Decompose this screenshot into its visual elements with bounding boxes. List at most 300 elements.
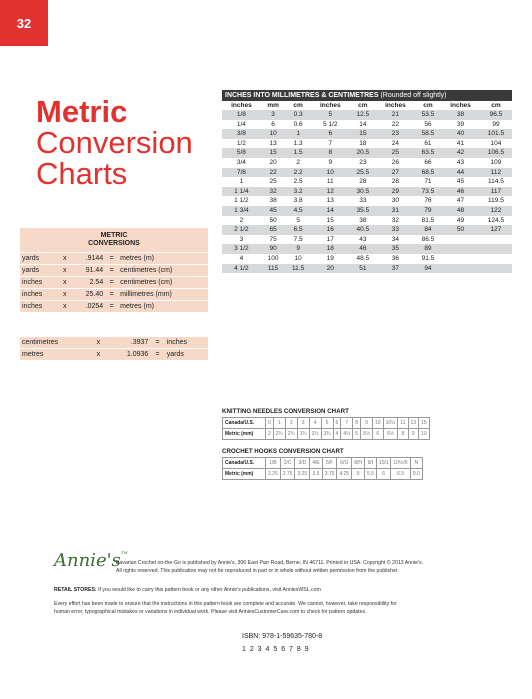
- conversion-cell: =: [105, 300, 118, 312]
- table-cell: 21: [376, 110, 415, 120]
- table-caption: INCHES INTO MILLIMETRES & CENTIMETRES (Rounded off slightly): [222, 90, 512, 101]
- table-cell: 1 3/4: [222, 206, 261, 216]
- knitting-us-cell: 10: [373, 418, 384, 429]
- table-cell: 42: [441, 148, 480, 158]
- crochet-us-cell: 10½/K: [391, 458, 410, 469]
- table-cell: 7/8: [222, 168, 261, 178]
- table-cell: 25.5: [350, 168, 376, 178]
- table-cell: 3 1/2: [222, 244, 261, 254]
- table-cell: 39: [441, 120, 480, 130]
- table-cell: 63.5: [415, 148, 441, 158]
- table-cell: 119.5: [480, 196, 512, 206]
- table-cell: 25: [261, 177, 286, 187]
- conversion-cell: inches: [20, 288, 59, 300]
- table-cell: 22: [261, 168, 286, 178]
- table-cell: 0.3: [285, 110, 311, 120]
- conversion-cell: .9144: [71, 252, 105, 264]
- barcode-number: 1 2 3 4 5 6 7 8 9: [242, 646, 310, 653]
- metric-conversions-table: [20, 252, 208, 312]
- table-cell: 2: [222, 216, 261, 226]
- conversion-row: [20, 276, 208, 288]
- table-cell: 73.5: [415, 187, 441, 197]
- crochet-hooks-chart: [222, 448, 494, 480]
- table-cell: 20.5: [350, 148, 376, 158]
- knitting-us-cell: 5: [321, 418, 333, 429]
- table-cell: 49: [441, 216, 480, 226]
- table-cell: 15: [311, 216, 350, 226]
- knitting-us-cell: 7: [341, 418, 353, 429]
- conversion-cell: metres (m): [118, 300, 208, 312]
- table-cell: 46: [350, 244, 376, 254]
- knitting-us-cell: 6: [333, 418, 341, 429]
- title-line-1: Metric: [36, 94, 128, 129]
- table-cell: 127: [480, 225, 512, 235]
- table-cell: 26: [376, 158, 415, 168]
- column-header: cm: [480, 101, 512, 110]
- table-cell: 23: [376, 129, 415, 139]
- table-row: [222, 129, 512, 139]
- table-cell: 75: [261, 235, 286, 245]
- table-cell: [480, 235, 512, 245]
- table-cell: 33: [376, 225, 415, 235]
- table-cell: [480, 244, 512, 254]
- knitting-us-cell: 15: [419, 418, 430, 429]
- table-cell: 28: [376, 177, 415, 187]
- table-cell: 32: [376, 216, 415, 226]
- table-cell: 65: [261, 225, 286, 235]
- table-header-row: [222, 101, 512, 110]
- table-cell: 124.5: [480, 216, 512, 226]
- crochet-metric-cell: 3.75: [322, 469, 337, 480]
- knitting-metric-cell: 2: [266, 429, 274, 440]
- table-cell: 44: [441, 168, 480, 178]
- crochet-metric-row: [223, 469, 423, 480]
- knitting-metric-cell: 9: [408, 429, 419, 440]
- table-cell: 50: [441, 225, 480, 235]
- crochet-us-cell: 8/H: [352, 458, 365, 469]
- table-cell: 40: [441, 129, 480, 139]
- table-cell: 5 1/2: [311, 120, 350, 130]
- table-cell: 22: [376, 120, 415, 130]
- column-header: cm: [415, 101, 441, 110]
- table-cell: 3: [222, 235, 261, 245]
- conversion-cell: centimetres (cm): [118, 264, 208, 276]
- table-cell: 43: [350, 235, 376, 245]
- table-cell: 38: [261, 196, 286, 206]
- knitting-us-cell: 1: [273, 418, 285, 429]
- crochet-us-label: Canada/U.S.: [223, 458, 266, 469]
- table-cell: 7: [311, 139, 350, 149]
- crochet-metric-cell: 3.5: [310, 469, 323, 480]
- table-cell: 45: [261, 206, 286, 216]
- conversion-cell: =: [105, 252, 118, 264]
- table-cell: 91.5: [415, 254, 441, 264]
- table-cell: 3: [261, 110, 286, 120]
- page-number: 32: [0, 0, 48, 46]
- table-cell: 43: [441, 158, 480, 168]
- table-cell: 41: [441, 139, 480, 149]
- table-cell: [480, 254, 512, 264]
- table-cell: 35: [376, 244, 415, 254]
- knitting-metric-cell: 5: [353, 429, 361, 440]
- conversion-row: [20, 300, 208, 312]
- table-row: [222, 158, 512, 168]
- table-cell: 99: [480, 120, 512, 130]
- table-cell: 86.5: [415, 235, 441, 245]
- table-cell: [480, 264, 512, 274]
- reverse-conversion-cell: centimetres: [20, 337, 92, 349]
- reverse-conversion-cell: metres: [20, 349, 92, 361]
- table-cell: 58.5: [415, 129, 441, 139]
- knitting-metric-cell: 3¼: [297, 429, 309, 440]
- conversion-row: [20, 264, 208, 276]
- knitting-needles-chart: [222, 408, 494, 440]
- table-row: [222, 235, 512, 245]
- table-row: [222, 254, 512, 264]
- table-cell: 94: [415, 264, 441, 274]
- table-cell: 15: [350, 129, 376, 139]
- conversion-cell: x: [59, 264, 71, 276]
- conversion-cell: =: [105, 276, 118, 288]
- table-cell: 7.5: [285, 235, 311, 245]
- conversion-cell: 91.44: [71, 264, 105, 276]
- crochet-us-cell: 2/C: [280, 458, 295, 469]
- knitting-us-cell: 3: [297, 418, 309, 429]
- table-cell: 1/8: [222, 110, 261, 120]
- reverse-conversions-table: [20, 336, 208, 360]
- table-cell: 15: [261, 148, 286, 158]
- accuracy-disclaimer: Every effort has been made to ensure that the instructions in this pattern book are complete and accurate. We cannot, however, take responsibility for human error, typographical mistakes or variations in individual work. Please visit AnniesCustomerCare.com to check for pattern updates.: [54, 601, 397, 615]
- table-cell: 3/8: [222, 129, 261, 139]
- reverse-conversion-row: [20, 337, 208, 349]
- reverse-conversion-cell: x: [92, 349, 105, 361]
- table-cell: 47: [441, 196, 480, 206]
- reverse-conversion-cell: =: [150, 349, 164, 361]
- table-cell: 5/8: [222, 148, 261, 158]
- table-cell: 20: [311, 264, 350, 274]
- table-cell: 33: [350, 196, 376, 206]
- knitting-metric-cell: 2¾: [285, 429, 297, 440]
- table-cell: 1: [222, 177, 261, 187]
- column-header: cm: [350, 101, 376, 110]
- table-cell: [441, 244, 480, 254]
- conversion-cell: inches: [20, 276, 59, 288]
- table-cell: 1: [285, 129, 311, 139]
- table-cell: 27: [376, 168, 415, 178]
- table-row: [222, 244, 512, 254]
- table-cell: 3/4: [222, 158, 261, 168]
- table-cell: 38: [441, 110, 480, 120]
- table-cell: 38: [350, 216, 376, 226]
- reverse-conversion-cell: inches: [165, 337, 208, 349]
- annies-logo: Annie's™: [54, 550, 128, 571]
- knitting-us-cell: 8: [353, 418, 361, 429]
- crochet-metric-cell: 6.5: [391, 469, 410, 480]
- isbn: ISBN: 978-1-59635-780-8: [242, 633, 323, 640]
- knitting-us-cell: 4: [309, 418, 321, 429]
- table-cell: 1/4: [222, 120, 261, 130]
- table-cell: 17: [311, 235, 350, 245]
- table-cell: 1.5: [285, 148, 311, 158]
- knitting-metric-row: [223, 429, 430, 440]
- crochet-us-cell: 6/G: [337, 458, 352, 469]
- knitting-us-cell: 11: [398, 418, 408, 429]
- table-cell: 109: [480, 158, 512, 168]
- crochet-us-cell: N: [410, 458, 422, 469]
- table-cell: 10: [311, 168, 350, 178]
- table-cell: 1 1/2: [222, 196, 261, 206]
- conversion-cell: metres (m): [118, 252, 208, 264]
- table-cell: 28: [350, 177, 376, 187]
- table-cell: 9: [285, 244, 311, 254]
- table-cell: 79: [415, 206, 441, 216]
- column-header: inches: [222, 101, 261, 110]
- metric-conversions-heading: METRIC CONVERSIONS: [88, 232, 140, 248]
- table-cell: 114.5: [480, 177, 512, 187]
- table-cell: 90: [261, 244, 286, 254]
- table-cell: 2: [285, 158, 311, 168]
- table-cell: 18: [311, 244, 350, 254]
- table-cell: 3.2: [285, 187, 311, 197]
- table-cell: 6: [311, 129, 350, 139]
- crochet-metric-cell: 6: [376, 469, 390, 480]
- table-cell: 29: [376, 187, 415, 197]
- table-cell: [441, 235, 480, 245]
- table-cell: [441, 264, 480, 274]
- table-cell: 89: [415, 244, 441, 254]
- crochet-metric-cell: 5: [352, 469, 365, 480]
- knitting-metric-cell: 3½: [309, 429, 321, 440]
- table-cell: 100: [261, 254, 286, 264]
- reverse-conversion-cell: =: [150, 337, 164, 349]
- conversion-cell: yards: [20, 252, 59, 264]
- table-cell: 71: [415, 177, 441, 187]
- knitting-metric-cell: 6: [373, 429, 384, 440]
- reverse-conversion-cell: yards: [165, 349, 208, 361]
- table-cell: 4: [222, 254, 261, 264]
- table-cell: 12.5: [350, 110, 376, 120]
- crochet-chart-title: CROCHET HOOKS CONVERSION CHART: [222, 448, 344, 455]
- table-cell: 56: [415, 120, 441, 130]
- table-cell: 3.8: [285, 196, 311, 206]
- table-row: [222, 148, 512, 158]
- table-cell: 46: [441, 187, 480, 197]
- conversion-cell: centimetres (cm): [118, 276, 208, 288]
- knitting-metric-cell: 3¾: [321, 429, 333, 440]
- table-row: [222, 216, 512, 226]
- publisher-notice: Bavarian Crochet on-the-Go is published by Annie's, 306 East Parr Road, Berne, IN 46711. Printed in USA. Copyright © 2013 Annie's. All rights reserved. This publication may not be reproduced in part or in whole without written permission from the publisher.: [116, 560, 424, 574]
- reverse-conversion-cell: x: [92, 337, 105, 349]
- table-row: [222, 110, 512, 120]
- table-cell: 9: [311, 158, 350, 168]
- table-cell: 32: [261, 187, 286, 197]
- table-cell: 24: [376, 139, 415, 149]
- conversion-cell: inches: [20, 300, 59, 312]
- crochet-metric-label: Metric (mm): [223, 469, 266, 480]
- table-cell: [441, 254, 480, 264]
- knitting-metric-cell: 10: [419, 429, 430, 440]
- conversion-cell: =: [105, 288, 118, 300]
- column-header: inches: [376, 101, 415, 110]
- table-cell: 76: [415, 196, 441, 206]
- conversion-cell: 2.54: [71, 276, 105, 288]
- table-cell: 45: [441, 177, 480, 187]
- crochet-us-cell: 4/E: [310, 458, 323, 469]
- conversion-cell: =: [105, 264, 118, 276]
- reverse-conversion-cell: 1.0936: [105, 349, 150, 361]
- page-title: [36, 96, 193, 189]
- table-cell: 122: [480, 206, 512, 216]
- crochet-metric-cell: 4.25: [337, 469, 352, 480]
- knitting-us-cell: 0: [266, 418, 274, 429]
- table-cell: 11.5: [285, 264, 311, 274]
- table-cell: 2.2: [285, 168, 311, 178]
- knitting-us-row: [223, 418, 430, 429]
- table-row: [222, 206, 512, 216]
- table-cell: 13: [311, 196, 350, 206]
- table-cell: 12: [311, 187, 350, 197]
- knitting-us-cell: 10½: [383, 418, 398, 429]
- table-cell: 20: [261, 158, 286, 168]
- conversion-row: [20, 288, 208, 300]
- column-header: inches: [311, 101, 350, 110]
- table-row: [222, 120, 512, 130]
- crochet-metric-cell: 2.75: [280, 469, 295, 480]
- crochet-us-cell: 10/J: [376, 458, 390, 469]
- table-row: [222, 264, 512, 274]
- table-row: [222, 187, 512, 197]
- table-cell: 10: [261, 129, 286, 139]
- table-cell: 84: [415, 225, 441, 235]
- conversion-cell: 25.40: [71, 288, 105, 300]
- table-cell: 48: [441, 206, 480, 216]
- table-cell: 34: [376, 235, 415, 245]
- knitting-us-cell: 13: [408, 418, 419, 429]
- conversion-cell: x: [59, 300, 71, 312]
- knitting-metric-cell: 8: [398, 429, 408, 440]
- table-cell: 40.5: [350, 225, 376, 235]
- knitting-chart-title: KNITTING NEEDLES CONVERSION CHART: [222, 408, 349, 415]
- table-cell: 2.5: [285, 177, 311, 187]
- inches-to-mm-cm-table: [222, 90, 512, 273]
- conversion-cell: yards: [20, 264, 59, 276]
- table-cell: 19: [311, 254, 350, 264]
- table-cell: 11: [311, 177, 350, 187]
- table-row: [222, 177, 512, 187]
- title-line-2: Conversion: [36, 125, 193, 160]
- table-cell: 35.5: [350, 206, 376, 216]
- table-cell: 61: [415, 139, 441, 149]
- crochet-metric-cell: 3.25: [295, 469, 310, 480]
- table-cell: 14: [350, 120, 376, 130]
- table-row: [222, 225, 512, 235]
- conversion-row: [20, 252, 208, 264]
- table-cell: 14: [311, 206, 350, 216]
- conversion-cell: .0254: [71, 300, 105, 312]
- table-cell: 5: [285, 216, 311, 226]
- table-cell: 4 1/2: [222, 264, 261, 274]
- column-header: cm: [285, 101, 311, 110]
- table-cell: 1/2: [222, 139, 261, 149]
- table-cell: 66: [415, 158, 441, 168]
- table-cell: 4.5: [285, 206, 311, 216]
- table-row: [222, 196, 512, 206]
- table-cell: 115: [261, 264, 286, 274]
- table-cell: 25: [376, 148, 415, 158]
- conversion-cell: x: [59, 288, 71, 300]
- table-cell: 10: [285, 254, 311, 264]
- conversion-cell: millimetres (mm): [118, 288, 208, 300]
- table-cell: 6: [261, 120, 286, 130]
- table-row: [222, 139, 512, 149]
- table-cell: 0.6: [285, 120, 311, 130]
- column-header: inches: [441, 101, 480, 110]
- table-cell: 31: [376, 206, 415, 216]
- table-cell: 18: [350, 139, 376, 149]
- table-cell: 13: [261, 139, 286, 149]
- conversion-cell: x: [59, 276, 71, 288]
- table-cell: 1 1/4: [222, 187, 261, 197]
- table-cell: 106.5: [480, 148, 512, 158]
- table-row: [222, 168, 512, 178]
- crochet-metric-cell: 2.25: [266, 469, 281, 480]
- knitting-metric-cell: 4: [333, 429, 341, 440]
- crochet-us-cell: 9/I: [364, 458, 376, 469]
- crochet-us-cell: 1/B: [266, 458, 281, 469]
- table-cell: 23: [350, 158, 376, 168]
- table-cell: 68.5: [415, 168, 441, 178]
- crochet-metric-cell: 5.5: [364, 469, 376, 480]
- table-cell: 37: [376, 264, 415, 274]
- table-cell: 104: [480, 139, 512, 149]
- knitting-us-cell: 9: [361, 418, 373, 429]
- knitting-metric-cell: 4½: [341, 429, 353, 440]
- table-cell: 5: [311, 110, 350, 120]
- knitting-us-label: Canada/U.S.: [223, 418, 266, 429]
- table-cell: 112: [480, 168, 512, 178]
- reverse-conversions-box: [20, 336, 208, 360]
- table-cell: 81.5: [415, 216, 441, 226]
- table-cell: 53.5: [415, 110, 441, 120]
- table-cell: 36: [376, 254, 415, 264]
- table-cell: 2 1/2: [222, 225, 261, 235]
- table-cell: 101.5: [480, 129, 512, 139]
- column-header: mm: [261, 101, 286, 110]
- retail-stores-notice: RETAIL STORES: If you would like to carry this pattern book or any other Annie's publications, visit AnniesWSL.com: [54, 587, 321, 593]
- reverse-conversion-row: [20, 349, 208, 361]
- knitting-us-cell: 2: [285, 418, 297, 429]
- title-line-3: Charts: [36, 156, 128, 191]
- table-cell: 16: [311, 225, 350, 235]
- conversion-cell: x: [59, 252, 71, 264]
- crochet-us-row: [223, 458, 423, 469]
- knitting-metric-cell: 5½: [361, 429, 373, 440]
- knitting-metric-label: Metric (mm): [223, 429, 266, 440]
- crochet-us-cell: 3/D: [295, 458, 310, 469]
- table-cell: 30.5: [350, 187, 376, 197]
- table-cell: 6.5: [285, 225, 311, 235]
- knitting-metric-cell: 2¼: [273, 429, 285, 440]
- reverse-conversion-cell: .3937: [105, 337, 150, 349]
- table-cell: 96.5: [480, 110, 512, 120]
- table-cell: 8: [311, 148, 350, 158]
- table-cell: 48.5: [350, 254, 376, 264]
- crochet-metric-cell: 9.0: [410, 469, 422, 480]
- crochet-us-cell: 5/F: [322, 458, 337, 469]
- table-cell: 51: [350, 264, 376, 274]
- table-cell: 30: [376, 196, 415, 206]
- metric-conversions-box: [20, 228, 208, 312]
